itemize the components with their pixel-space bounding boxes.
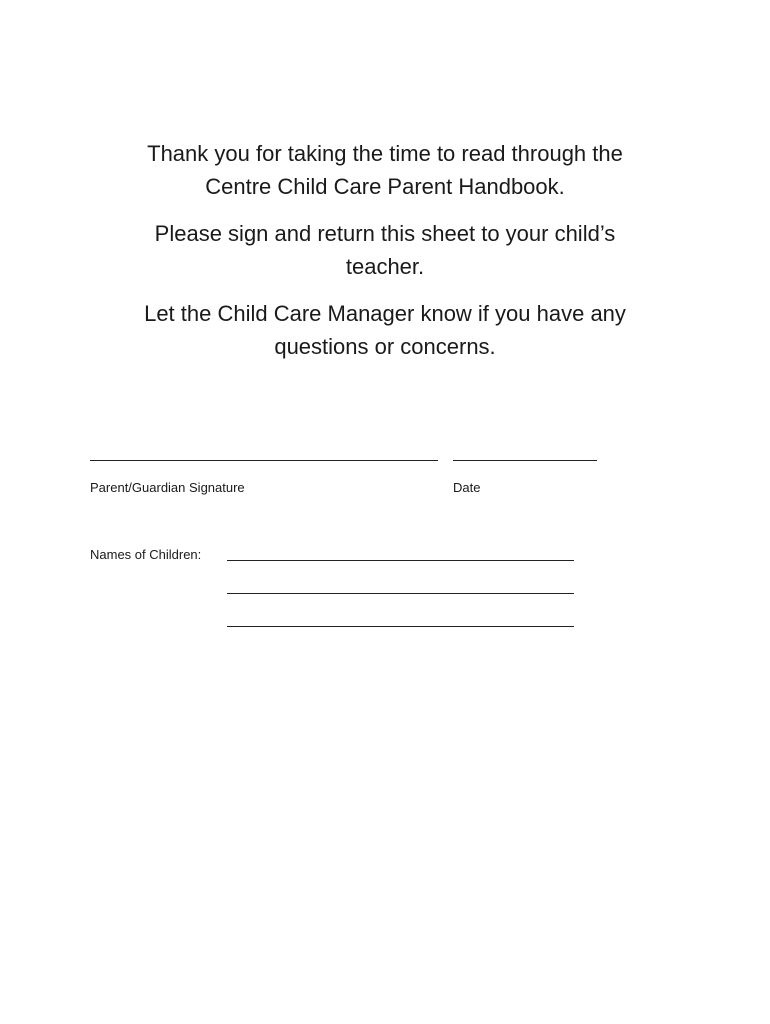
sign-and-return-text: Please sign and return this sheet to your child’s teacher. — [154, 221, 616, 279]
thank-you-text: Thank you for taking the time to read through the Centre Child Care Parent Handbook. — [147, 141, 623, 199]
thank-you-paragraph — [0, 137, 770, 203]
child-name-field-line[interactable] — [227, 626, 574, 627]
child-name-field-line[interactable] — [227, 593, 574, 594]
children-names-label: Names of Children: — [90, 547, 202, 562]
signature-field-line[interactable] — [90, 460, 438, 461]
sign-and-return-paragraph — [0, 217, 770, 283]
signature-label: Parent/Guardian Signature — [90, 480, 245, 495]
contact-manager-text: Let the Child Care Manager know if you have any questions or concerns. — [144, 301, 626, 359]
date-label: Date — [453, 480, 481, 495]
contact-manager-paragraph — [0, 297, 770, 363]
child-name-field-line[interactable] — [227, 560, 574, 561]
date-field-line[interactable] — [453, 460, 597, 461]
